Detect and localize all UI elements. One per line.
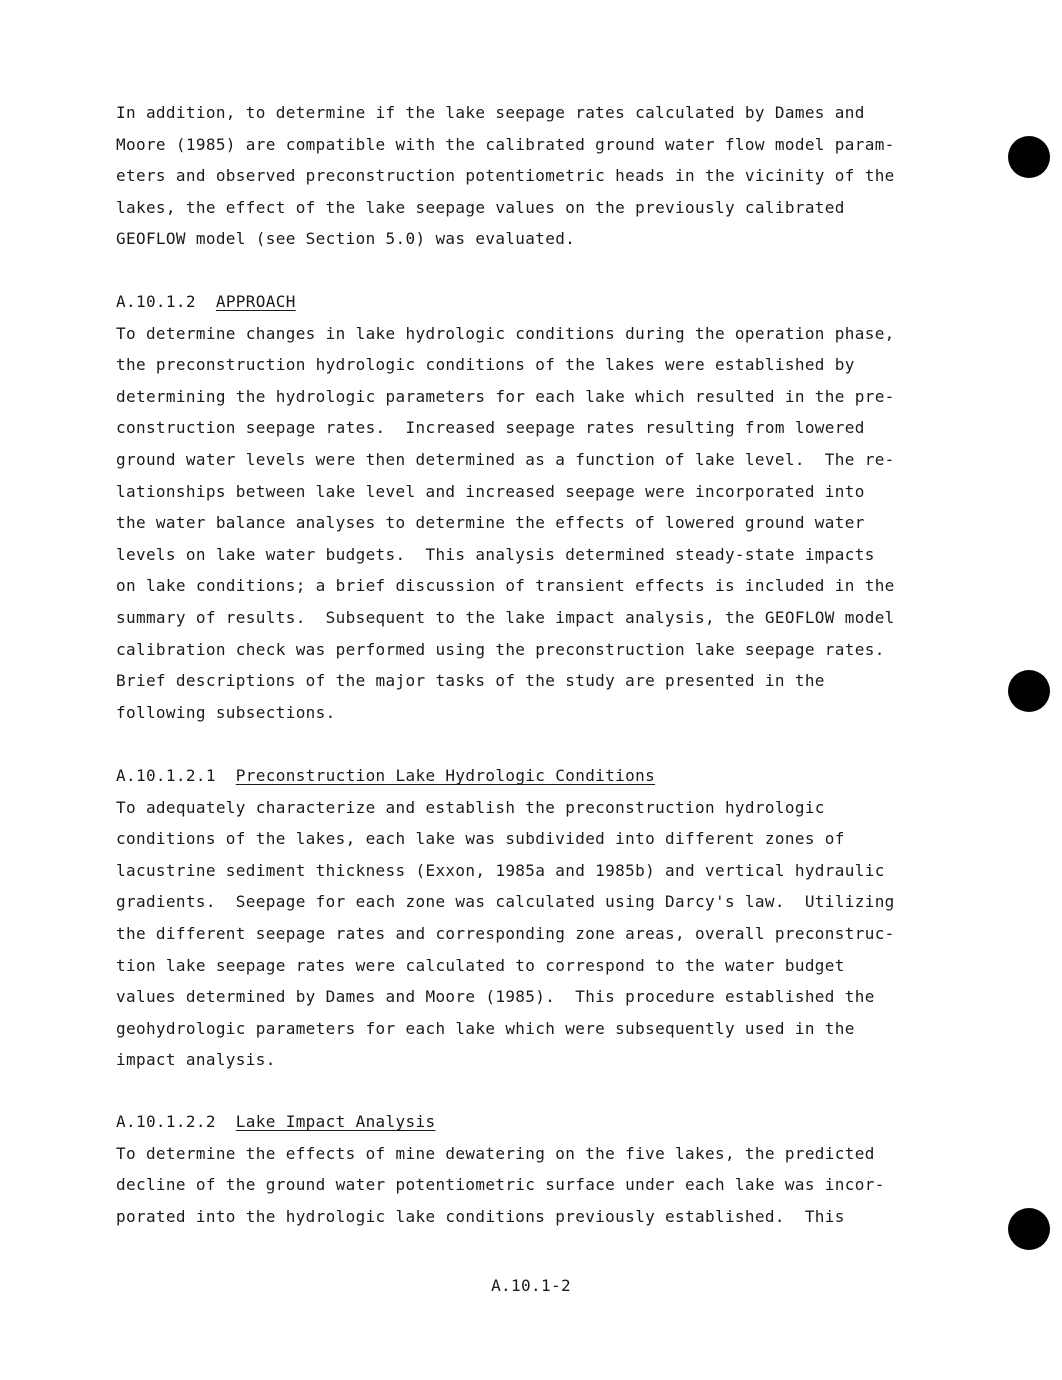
paragraph-line: levels on lake water budgets. This analysis determined steady-state impacts (116, 544, 875, 564)
paragraph-line: lationships between lake level and increased seepage were incorporated into (116, 481, 865, 501)
section-preconstruction (116, 760, 946, 1076)
paragraph-line: values determined by Dames and Moore (1985). This procedure established the (116, 987, 875, 1007)
paragraph-line: following subsections. (116, 702, 336, 722)
paragraph-line: summary of results. Subsequent to the lake impact analysis, the GEOFLOW model (116, 607, 895, 627)
paragraph-line: the different seepage rates and corresponding zone areas, overall preconstruc- (116, 923, 895, 943)
section-impact (116, 1106, 946, 1232)
paragraph-line: Brief descriptions of the major tasks of the study are presented in the (116, 671, 825, 691)
intro-line: Moore (1985) are compatible with the calibrated ground water flow model param- (116, 134, 895, 154)
paragraph-line: decline of the ground water potentiometric surface under each lake was incor- (116, 1175, 885, 1195)
section-heading (116, 760, 946, 792)
punch-hole (1008, 136, 1050, 178)
paragraph-line: impact analysis. (116, 1050, 276, 1070)
section-heading (116, 286, 946, 318)
intro-line: lakes, the effect of the lake seepage values on the previously calibrated (116, 197, 845, 217)
paragraph-line: calibration check was performed using the preconstruction lake seepage rates. (116, 639, 885, 659)
intro-paragraph (116, 97, 946, 255)
section-title: Lake Impact Analysis (235, 1112, 436, 1131)
punch-hole (1008, 670, 1050, 712)
section-number: A.10.1.2 (116, 292, 196, 311)
paragraph-line: To determine the effects of mine dewatering on the five lakes, the predicted (116, 1143, 875, 1163)
paragraph-line: determining the hydrologic parameters for each lake which resulted in the pre- (116, 386, 895, 406)
section-number: A.10.1.2.1 (116, 766, 216, 785)
paragraph-line: To adequately characterize and establish the preconstruction hydrologic (116, 797, 825, 817)
section-heading (116, 1106, 946, 1138)
section-number: A.10.1.2.2 (116, 1112, 216, 1131)
paragraph-line: conditions of the lakes, each lake was subdivided into different zones of (116, 829, 845, 849)
paragraph-line: lacustrine sediment thickness (Exxon, 1985a and 1985b) and vertical hydraulic (116, 860, 885, 880)
paragraph-line: tion lake seepage rates were calculated to correspond to the water budget (116, 955, 845, 975)
intro-line: eters and observed preconstruction potentiometric heads in the vicinity of the (116, 166, 895, 186)
section-title: Preconstruction Lake Hydrologic Conditions (235, 766, 656, 785)
paragraph-line: To determine changes in lake hydrologic conditions during the operation phase, (116, 323, 895, 343)
section-title: APPROACH (215, 292, 296, 311)
paragraph-line: geohydrologic parameters for each lake which were subsequently used in the (116, 1018, 855, 1038)
intro-line: GEOFLOW model (see Section 5.0) was evaluated. (116, 229, 576, 249)
paragraph-line: the water balance analyses to determine the effects of lowered ground water (116, 513, 865, 533)
paragraph-line: gradients. Seepage for each zone was calculated using Darcy's law. Utilizing (116, 892, 895, 912)
intro-line: In addition, to determine if the lake seepage rates calculated by Dames and (116, 103, 865, 122)
paragraph-line: construction seepage rates. Increased seepage rates resulting from lowered (116, 418, 865, 438)
paragraph-line: on lake conditions; a brief discussion of transient effects is included in the (116, 576, 895, 596)
punch-hole (1008, 1208, 1050, 1250)
paragraph-line: the preconstruction hydrologic conditions of the lakes were established by (116, 355, 855, 375)
paragraph-line: porated into the hydrologic lake conditions previously established. This (116, 1206, 845, 1226)
section-approach (116, 286, 946, 728)
paragraph-line: ground water levels were then determined as a function of lake level. The re- (116, 449, 895, 469)
page-number: A.10.1-2 (491, 1276, 571, 1295)
